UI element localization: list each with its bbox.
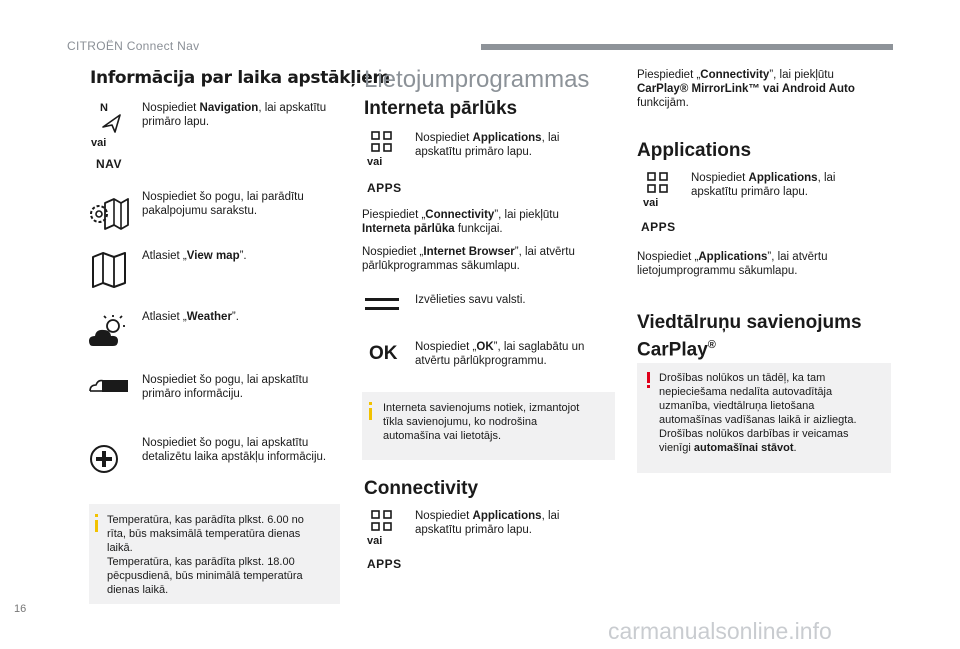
- or-label: vai: [91, 137, 107, 149]
- weather-section-title: Informācija par laika apstākļiem: [90, 68, 390, 88]
- warning-text: Drošības nolūkos un tādēļ, ka tam nepieciešama nedalīta autovadītāja uzmanība, viedtālruņa lietošana automašīnas vadīšanas laikā ir aizliegta. Drošības nolūkos darbības ir veicamas vienīgi automašīnai stāvot.: [659, 372, 857, 454]
- applications-page-title: Lietojumprogrammas: [364, 66, 590, 93]
- plus-circle-icon: [89, 444, 119, 474]
- apps-button-label: APPS: [367, 557, 402, 571]
- note-text: Temperatūra, kas parādīta plkst. 6.00 no rīta, būs maksimālā temperatūra dienas laikā. Temperatūra, kas parādīta plkst. 18.00 pēcpusdienā, būs minimālā temperatūra dienas laikā.: [107, 514, 304, 596]
- carplay-section-title: Viedtālruņu savienojums CarPlay®: [637, 312, 862, 361]
- step-view-map: Atlasiet „View map”.: [142, 250, 247, 262]
- warning-dot: [647, 385, 650, 388]
- map-icon: [90, 252, 128, 288]
- apps-button-label: APPS: [367, 181, 402, 195]
- info-bar-icon: [95, 520, 98, 532]
- info-dot: [95, 514, 98, 517]
- nav-button-label: NAV: [96, 157, 122, 171]
- apps-button-label: APPS: [641, 220, 676, 234]
- step-services: Nospiediet šo pogu, lai parādītu pakalpojumu sarakstu.: [142, 191, 304, 217]
- ok-step: Nospiediet „OK”, lai saglabātu un atvērtu pārlūkprogrammu.: [415, 341, 585, 367]
- services-map-gear-icon: [88, 197, 130, 231]
- country-select-bar-icon: [364, 297, 400, 311]
- connectivity-section-title: Connectivity: [364, 478, 479, 499]
- apps-grid-icon: [647, 172, 669, 194]
- internet-browser-step: Nospiediet „Internet Browser”, lai atvērtu pārlūkprogrammas sākumlapu.: [362, 246, 575, 272]
- apps-grid-icon: [371, 510, 393, 532]
- weather-sun-cloud-icon: [88, 314, 128, 348]
- applications-step: Nospiediet Applications, lai apskatītu primāro lapu.: [691, 172, 836, 198]
- header-bar: [481, 44, 893, 50]
- or-label: vai: [643, 197, 659, 209]
- connectivity-carplay-intro: Piespiediet „Connectivity”, lai piekļūtu CarPlay® MirrorLink™ vai Android Auto funkcijām.: [637, 69, 855, 109]
- apps-grid-icon: [371, 131, 393, 153]
- page-number: 16: [14, 603, 27, 615]
- internet-connection-note: [362, 392, 615, 460]
- weather-bar-icon: [88, 377, 130, 393]
- open-applications-step: Nospiediet „Applications”, lai atvērtu lietojumprogrammu sākumlapu.: [637, 251, 828, 277]
- step-weather: Atlasiet „Weather”.: [142, 311, 239, 323]
- connectivity-applications-step: Nospiediet Applications, lai apskatītu primāro lapu.: [415, 510, 560, 536]
- step-detailed-info: Nospiediet šo pogu, lai apskatītu detalizētu laika apstākļu informāciju.: [142, 437, 327, 463]
- step-navigation: Nospiediet Navigation, lai apskatītu primāro lapu.: [142, 102, 327, 128]
- or-label: vai: [367, 156, 383, 168]
- svg-text:N: N: [100, 102, 108, 114]
- header-title: CITROËN Connect Nav: [67, 39, 200, 53]
- warning-exclamation-icon: [647, 372, 650, 383]
- browser-section-title: Interneta pārlūks: [364, 98, 518, 119]
- navigation-arrow-icon: [99, 100, 123, 134]
- applications-section-title: Applications: [637, 140, 752, 161]
- country-step: Izvēlieties savu valsti.: [415, 294, 526, 306]
- temperature-note: [89, 504, 340, 604]
- info-bar-icon: [369, 408, 372, 420]
- step-primary-info: Nospiediet šo pogu, lai apskatītu primāro informāciju.: [142, 374, 309, 400]
- or-label: vai: [367, 535, 383, 547]
- note-text: Interneta savienojums notiek, izmantojot tīkla savienojumu, ko nodrošina automašīna vai lietotājs.: [383, 402, 580, 442]
- ok-button-label: OK: [369, 343, 398, 364]
- safety-warning: [637, 363, 891, 473]
- watermark: carmanualsonline.info: [608, 618, 832, 644]
- connectivity-browser-text: Piespiediet „Connectivity”, lai piekļūtu Interneta pārlūka funkcijai.: [362, 209, 559, 235]
- info-dot: [369, 402, 372, 405]
- step-applications: Nospiediet Applications, lai apskatītu primāro lapu.: [415, 132, 560, 158]
